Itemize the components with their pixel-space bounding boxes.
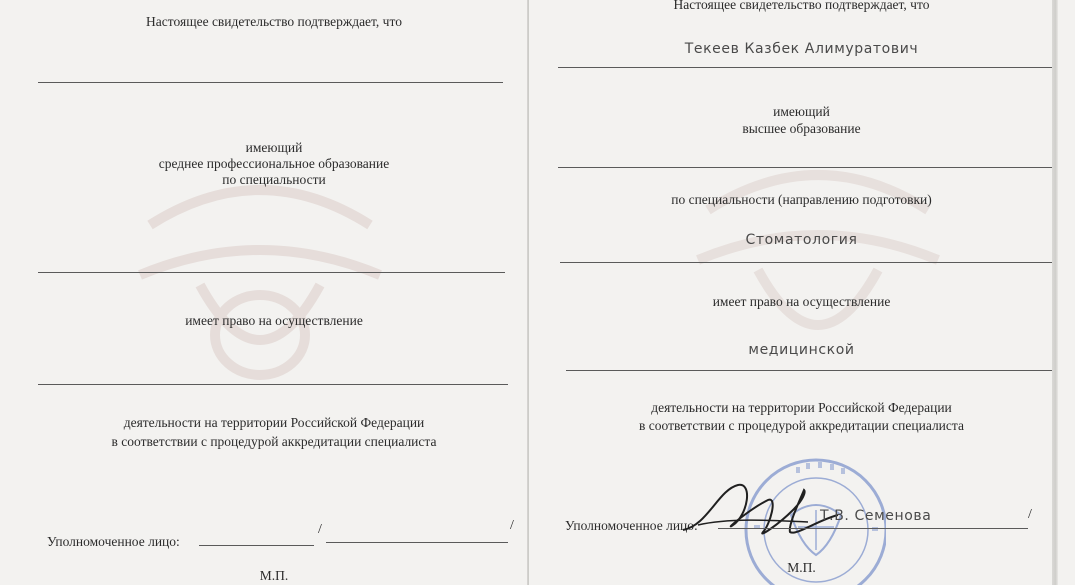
right-page [528, 0, 1075, 585]
holder-name: Текеев Казбек Алимуратович [684, 41, 919, 57]
name-line [38, 82, 503, 83]
signature-line [718, 528, 1028, 529]
activity-line [38, 384, 508, 385]
specialty-line [560, 262, 1054, 263]
emblem-watermark-left [110, 165, 410, 395]
specialty-line [38, 272, 505, 273]
education-line [558, 167, 1053, 168]
specialty-value: Стоматология [745, 232, 858, 248]
holding-label: имеющий [245, 140, 303, 155]
specialty-label: по специальности [222, 172, 326, 187]
slash-separator-end: / [1028, 507, 1032, 522]
specialty-label: по специальности (направлению подготовки) [671, 192, 932, 207]
right-label: имеет право на осуществление [185, 313, 363, 328]
document-edge [1052, 0, 1058, 585]
left-page [0, 0, 528, 585]
education-text: высшее образование [742, 121, 861, 136]
activity-line2: в соответствии с процедурой аккредитации специалиста [639, 418, 964, 433]
name-signature-line [326, 542, 508, 543]
activity-type: медицинской [748, 342, 855, 358]
mp-label: М.П. [259, 568, 289, 583]
slash-separator-end: / [510, 518, 514, 533]
holding-label: имеющий [773, 104, 830, 119]
activity-line [566, 370, 1054, 371]
right-label: имеет право на осуществление [712, 294, 891, 309]
activity-line1: деятельности на территории Российской Федерации [123, 415, 425, 430]
header-text: Настоящее свидетельство подтверждает, что [673, 0, 930, 12]
authorized-name: Т.В. Семенова [820, 508, 932, 524]
authorized-label: Уполномоченное лицо: [565, 518, 698, 533]
name-line [558, 67, 1053, 68]
header-text: Настоящее свидетельство подтверждает, что [146, 14, 402, 29]
authorized-label: Уполномоченное лицо: [47, 534, 180, 549]
mp-label: М.П. [787, 560, 816, 575]
slash-separator: / [318, 522, 322, 537]
activity-line1: деятельности на территории Российской Федерации [651, 400, 952, 415]
education-text: среднее профессиональное образование [158, 156, 390, 171]
signature-line [199, 545, 314, 546]
activity-line2: в соответствии с процедурой аккредитации специалиста [111, 434, 437, 449]
